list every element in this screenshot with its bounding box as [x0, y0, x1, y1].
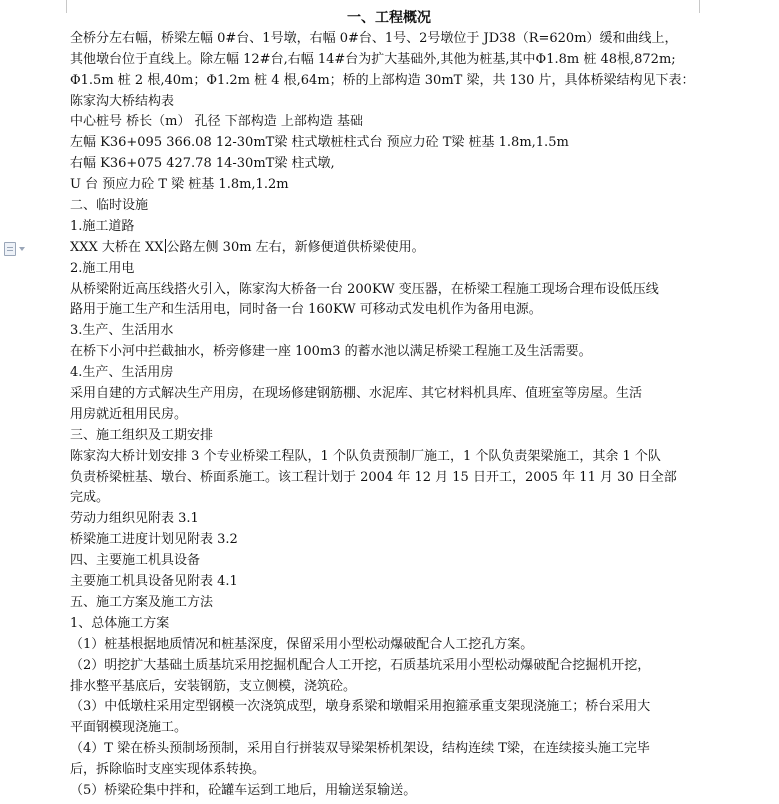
- paragraph-line: 劳动力组织见附表 3.1: [70, 511, 199, 527]
- list-item: （3）中低墩柱采用定型钢模一次浇筑成型，墩身系梁和墩帽采用抱箍承重支架现浇施工；桥台采用大: [70, 699, 651, 715]
- text-cursor: [165, 239, 166, 253]
- list-item: （2）明挖扩大基础土质基坑采用挖掘机配合人工开挖，石质基坑采用小型松动爆破配合挖掘机开挖，: [70, 657, 651, 673]
- paragraph-line: 采用自建的方式解决生产用房，在现场修建钢筋棚、水泥库、其它材料机具库、值班室等房屋。生活: [70, 386, 643, 402]
- paragraph-line: 全桥分左右幅，桥梁左幅 0#台、1号墩，右幅 0#台、1号、2号墩位于 JD38（R=620m）缓和曲线上，: [70, 30, 678, 46]
- table-row-line: 左幅 K36+095 366.08 12-30mT梁 柱式墩桩柱式台 预应力砼 T梁 桩基 1.8m,1.5m: [70, 135, 569, 151]
- list-item: （5）桥梁砼集中拌和，砼罐车运到工地后，用输送泵输送。: [70, 782, 417, 798]
- paragraph-line: 从桥梁附近高压线搭火引入，陈家沟大桥备一台 200KW 变压器，在桥梁工程施工现场合理布设低压线: [70, 281, 659, 297]
- table-row-line: U 台 预应力砼 T 梁 桩基 1.8m,1.2m: [70, 177, 289, 193]
- subheading: 2.施工用电: [70, 260, 135, 276]
- paragraph-line: 桥梁施工进度计划见附表 3.2: [70, 532, 238, 548]
- paragraph-line: 完成。: [70, 490, 110, 506]
- subheading: 4.生产、生活用房: [70, 365, 174, 381]
- section-heading-2: 二、临时设施: [70, 198, 149, 214]
- paragraph-line: 其他墩台位于直线上。除左幅 12#台,右幅 14#台为扩大基础外,其他为桩基,其中Φ1.8m 桩 48根,872m;: [70, 51, 676, 67]
- list-item-continuation: 平面钢模现浇施工。: [70, 720, 188, 736]
- paragraph-line: 陈家沟大桥计划安排 3 个专业桥梁工程队，1 个队负责预制厂施工，1 个队负责架梁施工，其余 1 个队: [70, 448, 661, 464]
- subheading: 1.施工道路: [70, 218, 135, 234]
- document-icon: [4, 242, 16, 256]
- subheading: 1、总体施工方案: [70, 615, 170, 631]
- paragraph-options-icon[interactable]: [4, 242, 36, 256]
- paragraph-line: 路用于施工生产和生活用电，同时备一台 160KW 可移动式发电机作为备用电源。: [70, 302, 542, 318]
- paragraph-line: 主要施工机具设备见附表 4.1: [70, 574, 238, 590]
- section-heading-3: 三、施工组织及工期安排: [70, 427, 214, 443]
- subheading: 3.生产、生活用水: [70, 323, 174, 339]
- crop-mark-top-right: [699, 0, 714, 13]
- document-body[interactable]: [70, 8, 700, 802]
- crop-mark-top-left: [52, 0, 67, 13]
- section-heading-5: 五、施工方案及施工方法: [70, 594, 214, 610]
- section-heading-4: 四、主要施工机具设备: [70, 553, 201, 569]
- paragraph-line: 用房就近租用民房。: [70, 406, 188, 422]
- list-item-continuation: 后，拆除临时支座实现体系转换。: [70, 762, 266, 778]
- list-item-continuation: 排水整平基底后，安装钢筋，支立侧模，浇筑砼。: [70, 678, 357, 694]
- table-row-line: 右幅 K36+075 427.78 14-30mT梁 柱式墩,: [70, 156, 335, 172]
- list-item: （1）桩基根据地质情况和桩基深度，保留采用小型松动爆破配合人工挖孔方案。: [70, 636, 534, 652]
- paragraph-line-with-cursor: XXX 大桥在 XX 公路左侧 30m 左右，新修便道供桥梁使用。: [70, 239, 425, 255]
- paragraph-line: Φ1.5m 桩 2 根,40m；Φ1.2m 桩 4 根,64m；桥的上部构造 30mT 梁，共 130 片，具体桥梁结构见下表：: [70, 72, 695, 88]
- section-heading-1: 一、工程概况: [347, 10, 431, 26]
- table-header-line: 中心桩号 桥长（m） 孔径 下部构造 上部构造 基础: [70, 114, 363, 130]
- list-item: （4）T 梁在桥头预制场预制，采用自行拼装双导梁架桥机架设，结构连续 T梁，在连续接头施工完毕: [70, 741, 650, 757]
- paragraph-line: 负责桥梁桩基、墩台、桥面系施工。该工程计划于 2004 年 12 月 15 日开工，2005 年 11 月 30 日全部: [70, 469, 677, 485]
- paragraph-line: 在桥下小河中拦截抽水，桥旁修建一座 100m3 的蓄水池以满足桥梁工程施工及生活需要。: [70, 344, 592, 360]
- table-caption: 陈家沟大桥结构表: [70, 93, 175, 109]
- chevron-down-icon: [19, 247, 25, 251]
